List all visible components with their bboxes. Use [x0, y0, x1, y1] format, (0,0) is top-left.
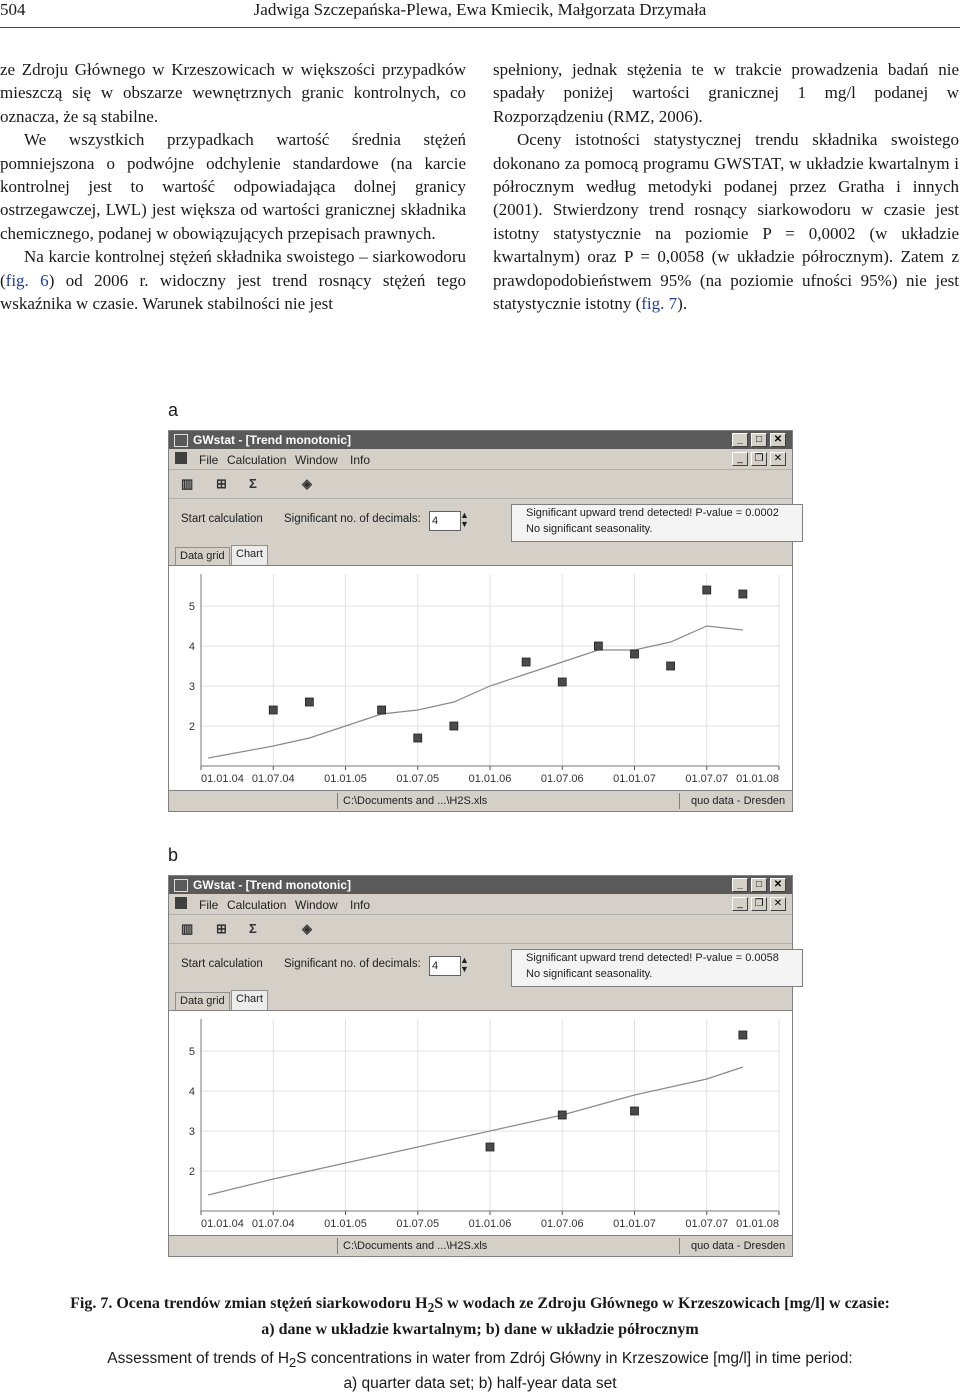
x-tick-label: 01.07.07	[685, 1218, 729, 1230]
result-seasonality-text: No significant seasonality.	[526, 523, 653, 535]
trend-chart	[169, 1011, 790, 1235]
left-paragraph-3-text-a: Na karcie kontrolnej stężeń składnika swoistego – siarkowodoru (	[0, 247, 466, 290]
data-point	[558, 678, 566, 686]
x-tick-label: 01.01.04	[201, 1218, 244, 1230]
menu-item[interactable]: Calculation	[227, 898, 287, 912]
fig-6-link[interactable]: fig. 6	[5, 270, 49, 290]
y-tick-label: 2	[188, 721, 195, 733]
app-icon	[174, 879, 188, 892]
data-point	[667, 662, 675, 670]
menu-item[interactable]: File	[199, 898, 219, 912]
window-titlebar[interactable]	[169, 431, 792, 449]
station-icon[interactable]: ⊞	[216, 921, 227, 936]
data-point	[631, 650, 639, 658]
chart-area	[169, 565, 792, 790]
result-seasonality-text: No significant seasonality.	[526, 968, 653, 980]
status-vendor: quo data - Dresden	[691, 795, 786, 807]
x-tick-label: 01.01.08	[736, 1218, 779, 1230]
x-tick-label: 01.07.06	[540, 773, 584, 785]
right-column	[493, 58, 959, 315]
document-icon[interactable]	[175, 897, 187, 909]
child-close-button[interactable]: ✕	[770, 452, 786, 466]
status-file-path: C:\Documents and ...\H2S.xls	[343, 795, 488, 807]
x-tick-label: 01.01.07	[613, 773, 656, 785]
menu-item[interactable]: Info	[350, 898, 371, 912]
left-paragraph-2: We wszystkich przypadkach wartość średnia stężeń pomniejszona o podwójne odchylenie standardowe (na karcie kontrolnej jest to wartość odpowiadająca dolnej granicy ostrzegawczej, LWL) jest większa od wartości granicznej składnika chemicznego, podanej w obowiązujących przepisach prawnych.	[0, 130, 466, 243]
window-title: GWstat - [Trend monotonic]	[193, 433, 351, 447]
status-separator	[679, 793, 680, 809]
book-icon[interactable]: ◈	[302, 476, 312, 491]
app-icon	[174, 434, 188, 447]
menu-item[interactable]: Calculation	[227, 453, 287, 467]
data-point	[631, 1107, 639, 1115]
child-restore-button[interactable]: ❐	[751, 452, 767, 466]
header-rule	[0, 27, 960, 28]
y-tick-label: 5	[188, 601, 195, 613]
menu-item[interactable]: Window	[295, 898, 338, 912]
data-point	[378, 706, 386, 714]
grid-icon[interactable]: ▥	[181, 921, 194, 936]
tab-data-grid[interactable]: Data grid	[175, 992, 230, 1010]
x-tick-label: 01.01.06	[468, 1218, 512, 1230]
window-title: GWstat - [Trend monotonic]	[193, 878, 351, 892]
x-tick-label: 01.01.04	[201, 773, 244, 785]
menu-bar	[169, 449, 792, 470]
tab-chart[interactable]: Chart	[231, 990, 268, 1010]
left-paragraph-3	[0, 245, 466, 315]
control-row	[169, 499, 792, 545]
menu-item[interactable]: Window	[295, 453, 338, 467]
page-header	[0, 0, 960, 28]
gwstat-window	[168, 430, 793, 812]
right-paragraph-2-text-b: ).	[677, 294, 688, 314]
page-number: 504	[0, 0, 26, 19]
y-tick-label: 3	[188, 681, 195, 693]
caption-pl-line-2: a) dane w układzie kwartalnym; b) dane w układzie półrocznym	[261, 1321, 699, 1339]
y-tick-label: 4	[188, 641, 195, 653]
control-row	[169, 944, 792, 990]
station-icon[interactable]: ⊞	[216, 476, 227, 491]
data-point	[739, 1031, 747, 1039]
caption-en-line-2: a) quarter data set; b) half-year data set	[343, 1375, 617, 1393]
y-tick-label: 2	[188, 1166, 195, 1178]
figure-caption-english	[0, 1348, 960, 1394]
chart-area	[169, 1010, 792, 1235]
data-point	[269, 706, 277, 714]
tab-strip	[169, 990, 792, 1010]
window-titlebar[interactable]	[169, 876, 792, 894]
x-tick-label: 01.07.05	[396, 1218, 440, 1230]
minimize-button[interactable]: _	[732, 433, 748, 447]
tab-strip	[169, 545, 792, 565]
right-paragraph-2-text-a: Oceny istotności statystycznej trendu składnika swoistego dokonano za pomocą programu GWSTAT, w układzie kwartalnym i półrocznym według metodyki podanej przez Gratha i innych (2001). Stwierdzony trend rosnący siarkowodoru w czasie jest istotny statystycznie na poziomie P = 0,0002 (w układzie kwartalnym) oraz P = 0,0058 (w układzie półrocznym). Zatem z prawdopodobieństwem 95% (na poziomie ufności 95%) nie jest statystycznie istotny (	[493, 130, 959, 314]
grid-icon[interactable]: ▥	[181, 476, 194, 491]
status-separator	[337, 1238, 338, 1254]
left-paragraph-1: ze Zdroju Głównego w Krzeszowicach w większości przypadków mieszczą się w obszarze wewnętrznych granic kontrolnych, co oznacza, że są stabilne.	[0, 60, 466, 126]
left-column	[0, 58, 466, 315]
status-bar	[169, 1235, 792, 1256]
child-close-button[interactable]: ✕	[770, 897, 786, 911]
caption-pl-text-b: S w wodach ze Zdroju Głównego w Krzeszowicach [mg/l] w czasie:	[434, 1295, 890, 1312]
book-icon[interactable]: ◈	[302, 921, 312, 936]
panel-letter: a	[168, 400, 179, 420]
caption-en-subscript: 2	[289, 1355, 297, 1371]
x-tick-label: 01.01.05	[324, 773, 367, 785]
menu-bar	[169, 894, 792, 915]
start-calculation-button[interactable]: Start calculation	[181, 958, 263, 970]
data-point	[486, 1143, 494, 1151]
data-point	[558, 1111, 566, 1119]
y-tick-label: 5	[188, 1046, 195, 1058]
decimals-label: Significant no. of decimals:	[284, 958, 421, 970]
maximize-button[interactable]: □	[751, 878, 767, 892]
caption-en-text-a: Assessment of trends of H	[107, 1350, 290, 1367]
data-point	[305, 698, 313, 706]
result-box	[511, 504, 803, 542]
x-tick-label: 01.07.05	[396, 773, 440, 785]
data-point	[414, 734, 422, 742]
decimals-spinner[interactable]: ▲ ▼	[460, 510, 469, 529]
sigma-icon[interactable]: Σ	[249, 921, 257, 936]
x-tick-label: 01.07.04	[251, 773, 295, 785]
decimals-input[interactable]: 4	[429, 956, 461, 976]
result-trend-text: Significant upward trend detected! P-value = 0.0002	[526, 507, 779, 519]
minimize-button[interactable]: _	[732, 878, 748, 892]
x-tick-label: 01.01.07	[613, 1218, 656, 1230]
x-tick-label: 01.01.08	[736, 773, 779, 785]
child-minimize-button[interactable]: _	[732, 452, 748, 466]
status-vendor: quo data - Dresden	[691, 1240, 786, 1252]
caption-en-text-b: S concentrations in water from Zdrój Główny in Krzeszowice [mg/l] in time period:	[296, 1350, 853, 1367]
caption-en-line-1	[0, 1348, 960, 1373]
menu-item[interactable]: Info	[350, 453, 371, 467]
child-minimize-button[interactable]: _	[732, 897, 748, 911]
data-point	[522, 658, 530, 666]
decimals-input[interactable]: 4	[429, 511, 461, 531]
y-tick-label: 3	[188, 1126, 195, 1138]
caption-pl-subscript: 2	[427, 1300, 435, 1316]
toolbar	[169, 915, 792, 944]
child-restore-button[interactable]: ❐	[751, 897, 767, 911]
status-file-path: C:\Documents and ...\H2S.xls	[343, 1240, 488, 1252]
trend-chart	[169, 566, 790, 790]
result-box	[511, 949, 803, 987]
left-paragraph-3-text-b: ) od 2006 r. widoczny jest trend rosnący stężeń tego wskaźnika w czasie. Warunek stabilności nie jest	[0, 270, 466, 314]
data-point	[739, 590, 747, 598]
data-point	[703, 586, 711, 594]
data-point	[594, 642, 602, 650]
sigma-icon[interactable]: Σ	[249, 476, 257, 491]
figure-caption-polish	[0, 1293, 960, 1341]
x-tick-label: 01.01.06	[468, 773, 512, 785]
x-tick-label: 01.01.05	[324, 1218, 367, 1230]
caption-pl-text-a: Fig. 7. Ocena trendów zmian stężeń siarkowodoru H	[70, 1295, 428, 1312]
running-authors: Jadwiga Szczepańska-Plewa, Ewa Kmiecik, Małgorzata Drzymała	[253, 0, 707, 19]
status-separator	[679, 1238, 680, 1254]
y-tick-label: 4	[188, 1086, 195, 1098]
status-bar	[169, 790, 792, 811]
decimals-spinner[interactable]: ▲ ▼	[460, 955, 469, 974]
panel-letter: b	[168, 845, 179, 865]
tab-data-grid[interactable]: Data grid	[175, 547, 230, 565]
close-button[interactable]: ✕	[770, 433, 786, 447]
start-calculation-button[interactable]: Start calculation	[181, 513, 263, 525]
right-paragraph-1: spełniony, jednak stężenia te w trakcie prowadzenia badań nie spadały poniżej wartości granicznej 1 mg/l podanej w Rozporządzeniu (RMZ, 2006).	[493, 60, 959, 126]
data-point	[450, 722, 458, 730]
fig-7-link[interactable]: fig. 7	[641, 294, 678, 314]
menu-item[interactable]: File	[199, 453, 219, 467]
document-icon[interactable]	[175, 452, 187, 464]
x-tick-label: 01.07.07	[685, 773, 729, 785]
x-tick-label: 01.07.04	[251, 1218, 295, 1230]
decimals-label: Significant no. of decimals:	[284, 513, 421, 525]
maximize-button[interactable]: □	[751, 433, 767, 447]
x-tick-label: 01.07.06	[540, 1218, 584, 1230]
right-paragraph-2	[493, 128, 959, 315]
result-trend-text: Significant upward trend detected! P-value = 0.0058	[526, 952, 779, 964]
close-button[interactable]: ✕	[770, 878, 786, 892]
status-separator	[337, 793, 338, 809]
caption-pl-line-1	[0, 1293, 960, 1319]
toolbar	[169, 470, 792, 499]
gwstat-window	[168, 875, 793, 1257]
tab-chart[interactable]: Chart	[231, 545, 268, 565]
